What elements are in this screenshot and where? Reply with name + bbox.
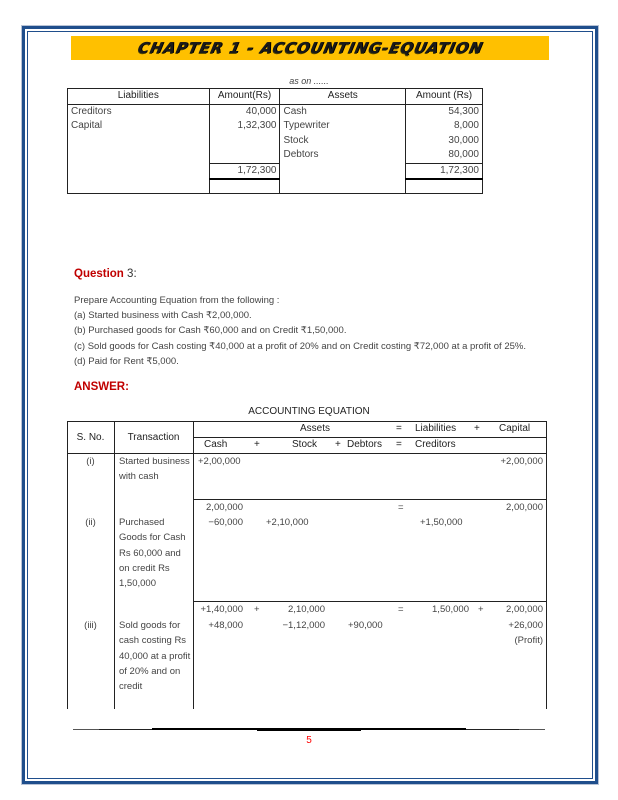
row-capital: +2,00,000	[500, 456, 543, 467]
header-plus: +	[254, 439, 260, 450]
row-cash: +48,000	[208, 620, 243, 631]
balance-creditors: 1,50,000	[432, 604, 469, 615]
row-debtors: +90,000	[348, 620, 383, 631]
question-heading	[74, 268, 137, 280]
row-sno: (iii)	[84, 620, 97, 631]
accounting-equation-table	[67, 421, 547, 709]
chapter-banner	[71, 36, 549, 60]
total-assets: 1,72,300	[406, 163, 483, 179]
balance-plus: +	[254, 604, 260, 615]
header-debtors: Debtors	[347, 439, 383, 450]
liability-amount: 40,000	[209, 104, 280, 119]
header-assets: Assets	[280, 89, 406, 105]
row-transaction: Sold goods for cash costing Rs 40,000 at a profit of 20% and on credit	[119, 620, 191, 693]
as-on-caption: as on ......	[289, 76, 329, 86]
row-divider	[193, 601, 547, 602]
header-plus: +	[335, 439, 341, 450]
question-item: (c) Sold goods for Cash costing ₹40,000 at a profit of 20% and on Credit costing ₹72,000 at a profit of 25%.	[74, 340, 526, 352]
table-row	[68, 134, 483, 149]
liability-name	[68, 134, 210, 149]
table-border	[546, 421, 547, 709]
liability-name: Creditors	[68, 104, 210, 119]
balance-equals: =	[398, 502, 404, 513]
row-sno: (i)	[86, 456, 95, 467]
header-transaction: Transaction	[127, 432, 180, 443]
row-creditors: +1,50,000	[420, 517, 463, 528]
asset-name: Stock	[280, 134, 406, 149]
liability-amount	[209, 134, 280, 149]
balance-cash: +1,40,000	[200, 604, 243, 615]
row-divider	[193, 499, 547, 500]
liability-name	[68, 148, 210, 163]
asset-name: Debtors	[280, 148, 406, 163]
accounting-equation-title	[0, 406, 618, 417]
balance-sheet-table	[67, 88, 483, 194]
row-sno: (ii)	[85, 517, 96, 528]
table-border	[114, 421, 115, 709]
liability-amount: 1,32,300	[209, 119, 280, 134]
row-cash: −60,000	[208, 517, 243, 528]
question-item: (a) Started business with Cash ₹2,00,000.	[74, 310, 252, 322]
asset-amount: 30,000	[406, 134, 483, 149]
row-transaction: Started business with cash	[119, 456, 190, 483]
header-plus: +	[474, 423, 480, 434]
header-creditors: Creditors	[415, 439, 456, 450]
balance-equals: =	[398, 604, 404, 615]
question-number: 3:	[127, 268, 137, 280]
table-row	[68, 104, 483, 119]
header-cash: Cash	[204, 439, 228, 450]
header-amount-assets: Amount (Rs)	[406, 89, 483, 105]
question-body	[74, 293, 544, 369]
asset-name: Typewriter	[280, 119, 406, 134]
table-header-row	[68, 89, 483, 105]
blank-row	[68, 179, 483, 194]
footer-divider	[73, 728, 545, 731]
balance-cash: 2,00,000	[206, 502, 243, 513]
empty-cell	[280, 163, 406, 179]
liability-name: Capital	[68, 119, 210, 134]
empty-cell	[280, 179, 406, 194]
balance-plus: +	[478, 604, 484, 615]
row-capital: +26,000	[508, 620, 543, 631]
question-intro: Prepare Accounting Equation from the following :	[74, 295, 280, 306]
header-liabilities: Liabilities	[415, 423, 457, 434]
answer-heading: ANSWER:	[74, 381, 129, 393]
table-row	[68, 119, 483, 134]
header-sno: S. No.	[76, 432, 105, 443]
row-stock: +2,10,000	[266, 517, 309, 528]
balance-capital: 2,00,000	[506, 502, 543, 513]
balance-stock: 2,10,000	[288, 604, 325, 615]
header-capital: Capital	[499, 423, 531, 434]
asset-name: Cash	[280, 104, 406, 119]
header-equals: =	[396, 423, 402, 434]
header-amount-liabilities: Amount(Rs)	[209, 89, 280, 105]
asset-amount: 80,000	[406, 148, 483, 163]
empty-cell	[406, 179, 483, 194]
asset-amount: 8,000	[406, 119, 483, 134]
header-equals: =	[396, 439, 402, 450]
chapter-title: CHAPTER 1 - ACCOUNTING-EQUATION	[135, 39, 485, 57]
row-stock: −1,12,000	[282, 620, 325, 631]
table-border	[193, 421, 194, 709]
header-assets: Assets	[300, 423, 331, 434]
empty-cell	[68, 163, 210, 179]
question-label: Question	[74, 268, 124, 280]
row-capital-note: (Profit)	[514, 635, 543, 646]
table-row	[68, 148, 483, 163]
accounting-equation-title-text: ACCOUNTING EQUATION	[248, 406, 370, 417]
question-item: (d) Paid for Rent ₹5,000.	[74, 355, 179, 367]
totals-row	[68, 163, 483, 179]
header-liabilities: Liabilities	[68, 89, 210, 105]
empty-cell	[209, 179, 280, 194]
question-item: (b) Purchased goods for Cash ₹60,000 and on Credit ₹1,50,000.	[74, 325, 347, 337]
empty-cell	[68, 179, 210, 194]
asset-amount: 54,300	[406, 104, 483, 119]
total-liabilities: 1,72,300	[209, 163, 280, 179]
balance-capital: 2,00,000	[506, 604, 543, 615]
liability-amount	[209, 148, 280, 163]
row-cash: +2,00,000	[198, 456, 241, 467]
page-number: 5	[306, 735, 312, 746]
row-transaction: Purchased Goods for Cash Rs 60,000 and on credit Rs 1,50,000	[119, 517, 186, 590]
header-stock: Stock	[292, 439, 318, 450]
